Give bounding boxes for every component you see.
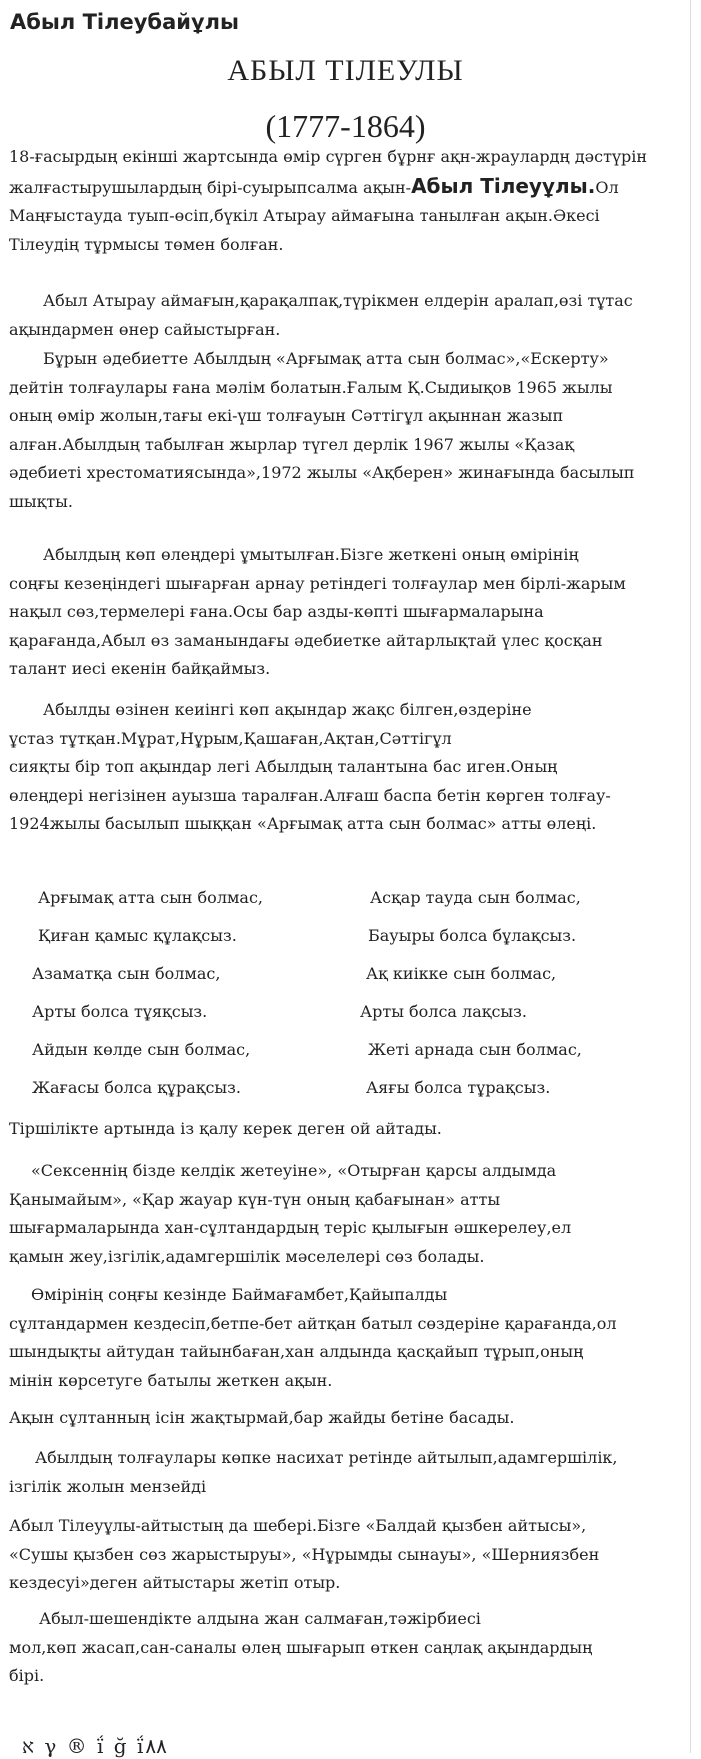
paragraph [9,287,685,344]
paragraph [9,1281,685,1395]
text-line: бірі. [9,1666,45,1685]
heading-years: (1777-1864) [265,108,426,144]
text-line: шықты. [9,491,73,511]
footer-glyphs: ﬡ γ ® ḯ ğ ḯ٨٨ [22,1734,167,1758]
text-line: қарағанда,Абыл өз заманындағы әдебиетке айтарлықтай үлес қосқан [9,630,603,650]
text-line: оның өмір жолын,тағы екі-үш толғауын Сәттігұл ақыннан жазып [9,406,564,425]
paragraph [9,541,685,684]
text-line: мол,көп жасап,сан-саналы өлең шығарып өткен саңлақ ақындардың [9,1637,593,1657]
text-line: Абыл-шешендікте алдына жан салмаған,тәжірбиесі [39,1609,481,1628]
text-line: алған.Абылдың табылған жырлар түгел дерлік 1967 жылы «Қазақ [9,434,575,454]
text-line: Абылдың толғаулары көпке насихат ретінде айтылып,адамгершілік, [35,1448,618,1467]
text-line: қамын жеу,ізгілік,адамгершілік мәселелері сөз болады. [9,1246,485,1266]
text-line: Тіршілікте артында із қалу керек деген ой айтады. [9,1119,442,1138]
poem-line-left: Арты болса тұяқсыз. [32,1002,208,1021]
heading-name: АБЫЛ ТІЛЕУЛЫ [227,54,464,87]
text-line: өлеңдері негізінен ауызша таралған.Алғаш баспа бетін көрген толғау- [9,785,611,805]
text-line: Қанымайым», «Қар жауар күн-түн оның қабағынан» атты [9,1189,501,1209]
paragraph [9,1444,685,1501]
paragraph [9,1512,685,1598]
text-line: Тілеудің тұрмысы төмен болған. [9,234,284,254]
text-line: 18-ғасырдың екінші жартсында өмір сүрген бұрнғ ақн-жраулардң дәстүрін [9,147,648,166]
paragraph [9,1115,685,1144]
poem-line-right: Ақ киікке сын болмас, [366,964,557,983]
text-line: мінін көрсетуге батылы жеткен ақын. [9,1370,333,1390]
text-line: Бұрын әдебиетте Абылдың «Арғымақ атта сын болмас»,«Ескерту» [43,349,609,368]
poem-line-right: Жеті арнада сын болмас, [368,1040,582,1059]
text-line: 1924жылы басылып шыққан «Арғымақ атта сын болмас» атты өлеңі. [9,814,597,833]
paragraph [9,1605,685,1691]
text-line: Абылдың көп өлеңдері ұмытылған.Бізге жеткені оның өмірінің [43,545,579,564]
text-line: Абыл Атырау аймағын,қарақалпақ,түрікмен елдерін аралап,өзі тұтас [43,291,633,310]
text-line [9,172,685,203]
poem-line-left: Арғымақ атта сын болмас, [38,888,264,907]
text-line: нақыл сөз,термелері ғана.Осы бар азды-көпті шығармаларына [9,602,544,621]
text-line: соңғы кезеңіндегі шығарған арнау ретіндегі толғаулар мен бірлі-жарым [9,573,626,593]
text-line: шығармаларында хан-сұлтандардың теріс қылығын әшкерелеу,ел [9,1218,572,1237]
text-line: әдебиеті хрестоматиясында»,1972 жылы «Ақберен» жинағында басылып [9,463,635,482]
text-line: ізгілік жолын мензейді [9,1476,207,1496]
text-line: «Сексеннің бізде келдік жетеуіне», «Отырған қарсы алдымда [31,1161,557,1180]
intro-paragraph [9,143,685,259]
text-line: ұстаз тұтқан.Мұрат,Нұрым,Қашаған,Ақтан,Сәттігұл [9,728,452,748]
paragraph [9,1404,685,1433]
poet-name-bold: Абыл Тілеуұлы. [411,173,596,198]
poem-line-right: Асқар тауда сын болмас, [370,888,581,907]
paragraph [9,1157,685,1271]
text-line: Абыл Тілеуұлы-айтыстың да шебері.Бізге «Балдай қызбен айтысы», [9,1516,587,1535]
paragraph [9,345,685,516]
text-line: талант иесі екенін байқаймыз. [9,659,271,678]
poem-line-left: Қиған қамыс құлақсыз. [38,926,237,945]
poem-line-right: Аяғы болса тұрақсыз. [366,1078,551,1097]
article-heading [0,54,691,88]
poem-line-right: Бауыры болса бұлақсыз. [368,926,577,945]
text-line: дейтін толғаулары ғана мәлім болатын.Ғалым Қ.Сыдиықов 1965 жылы [9,377,613,397]
text-segment: Ол [595,177,619,197]
text-line: ақындармен өнер сайыстырған. [9,319,281,339]
poem-line-right: Арты болса лақсыз. [360,1002,527,1021]
paragraph [9,696,685,839]
text-line: Ақын сұлтанның ісін жақтырмай,бар жайды бетіне басады. [9,1408,515,1427]
poem-line-left: Айдын көлде сын болмас, [32,1040,251,1059]
poem-line-left: Азаматқа сын болмас, [32,964,221,983]
article-years [0,108,691,145]
text-line: «Сушы қызбен сөз жарыстыруы», «Нұрымды сынауы», «Шерниязбен [9,1544,600,1564]
text-line: шындықты айтудан тайынбаған,хан алдында қасқайып тұрып,оның [9,1342,584,1361]
text-line: сияқты бір топ ақындар легі Абылдың талантына бас иген.Оның [9,757,558,776]
poem-line-left: Жағасы болса құрақсыз. [32,1078,241,1097]
text-line: сұлтандармен кездесіп,бетпе-бет айтқан батыл сөздеріне қарағанда,ол [9,1313,617,1333]
text-line: Өмірінің соңғы кезінде Баймағамбет,Қайыпалды [31,1285,448,1304]
text-line: кездесуі»деген айтыстары жетіп отыр. [9,1573,341,1592]
text-line: Абылды өзінен кеиінгі көп ақындар жақс білген,өздеріне [43,700,532,719]
text-segment: жалғастырушылардың бірі-суырыпсалма ақын- [9,177,412,197]
text-line: Маңғыстауда туып-өсіп,бүкіл Атырау аймағына танылған ақын.Әкесі [9,206,600,225]
page-title: Абыл Тілеубайұлы [10,10,240,34]
